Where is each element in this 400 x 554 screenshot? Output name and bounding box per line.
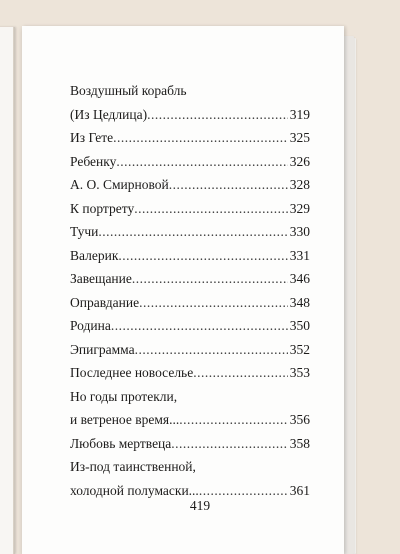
toc-entry (70, 197, 310, 221)
toc-entry-title: Завещание (70, 271, 132, 286)
leader-dots (116, 150, 287, 174)
leader-dots (169, 173, 288, 197)
toc-page-number: 328 (289, 177, 310, 192)
toc-entry-title: Эпиграмма (70, 341, 135, 357)
toc-entry (70, 267, 310, 291)
toc-entry (70, 432, 310, 456)
toc-page-number: 331 (289, 247, 310, 263)
toc-entry-title-line: холодной полумаски... (70, 482, 199, 498)
toc-entry-title: К портрету (70, 200, 135, 216)
toc-page-number: 358 (289, 435, 310, 451)
toc-page-number: 325 (289, 130, 310, 145)
toc-page-number: 350 (289, 318, 310, 333)
leader-dots (132, 267, 288, 291)
toc-entry-title: Любовь мертвеца (70, 435, 172, 451)
toc-entry-title: Валерик (70, 247, 119, 263)
toc-page-number: 319 (289, 106, 310, 122)
toc-page-number: 361 (289, 482, 310, 498)
toc-entry-title: Из Гете (70, 130, 114, 145)
toc-entry-title: Родина (70, 318, 111, 333)
toc-page-number: 326 (289, 153, 310, 169)
toc-entry (70, 126, 310, 150)
leader-dots (179, 408, 288, 432)
leader-dots (134, 197, 288, 221)
toc-entry (70, 338, 310, 362)
toc-entry-title-line: (Из Цедлица) (70, 106, 148, 122)
toc-page-number: 346 (289, 271, 310, 286)
leader-dots (113, 126, 288, 150)
toc-entry-title: Последнее новоселье (70, 365, 194, 380)
leader-dots (118, 244, 287, 268)
toc-entry-title: Тучи (70, 224, 99, 239)
toc-page-number: 330 (289, 224, 310, 239)
toc-entry-title-line: Воздушный корабль (70, 83, 187, 98)
toc-entry (70, 385, 310, 432)
toc-entry-title-line: и ветреное время... (70, 412, 180, 427)
toc-entry-title-line: Но годы протекли, (70, 388, 178, 404)
toc-entry-title: А. О. Смирновой (70, 177, 169, 192)
toc-page-number: 353 (289, 365, 310, 380)
leader-dots (193, 361, 288, 385)
toc-entry (70, 79, 310, 126)
toc-entry (70, 244, 310, 268)
toc-entry (70, 455, 310, 502)
toc-entry-title: Оправдание (70, 294, 140, 310)
toc-entry (70, 361, 310, 385)
toc-entry-title-line: Из-под таинственной, (70, 459, 196, 474)
toc-page-number: 356 (289, 412, 310, 427)
toc-page-number: 329 (289, 200, 310, 216)
leader-dots (98, 220, 287, 244)
toc-entry (70, 173, 310, 197)
table-of-contents (70, 79, 310, 502)
page-number: 419 (189, 498, 211, 513)
toc-entry (70, 150, 310, 174)
leader-dots (139, 291, 288, 315)
leader-dots (147, 103, 288, 127)
leader-dots (135, 338, 288, 362)
toc-entry (70, 220, 310, 244)
toc-entry (70, 291, 310, 315)
toc-page-number: 348 (289, 294, 310, 310)
leader-dots (111, 314, 288, 338)
left-page-edge (0, 27, 15, 554)
leader-dots (171, 432, 287, 456)
toc-page-number: 352 (289, 341, 310, 357)
toc-entry-title: Ребенку (70, 153, 117, 169)
toc-entry (70, 314, 310, 338)
